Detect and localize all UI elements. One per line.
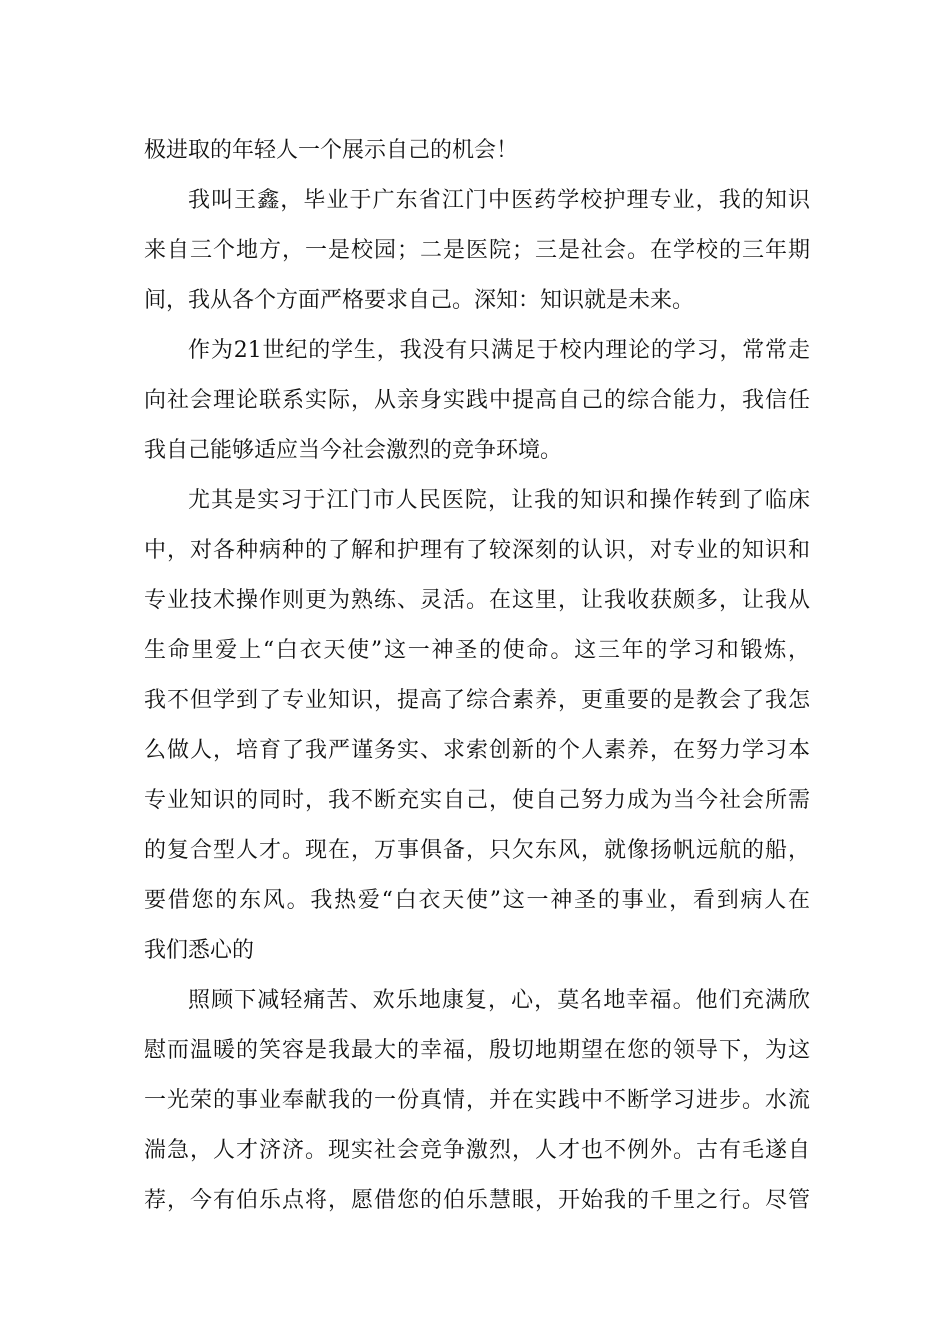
text-line: 的复合型人才。现在，万事俱备，只欠东风，就像扬帆远航的船， [144,838,810,863]
text-line: 么做人，培育了我严谨务实、求索创新的个人素养，在努力学习本 [144,738,810,763]
paragraph-5 [144,976,810,1226]
text-line: 我们悉心的 [144,938,255,963]
text-line: 间，我从各个方面严格要求自己。深知：知识就是未来。 [144,288,695,313]
text-line: 一光荣的事业奉献我的一份真情，并在实践中不断学习进步。水流 [144,1088,810,1113]
text-line: 湍急，人才济济。现实社会竞争激烈，人才也不例外。古有毛遂自 [144,1138,810,1163]
text-line: 生命里爱上“白衣天使”这一神圣的使命。这三年的学习和锻炼， [144,638,810,663]
text-line: 荐，今有伯乐点将，愿借您的伯乐慧眼，开始我的千里之行。尽管 [144,1188,810,1213]
text-line: 我自己能够适应当今社会激烈的竞争环境。 [144,438,563,463]
text-line: 我不但学到了专业知识，提高了综合素养，更重要的是教会了我怎 [144,688,810,713]
text-line: 来自三个地方，一是校园；二是医院；三是社会。在学校的三年期 [144,238,810,263]
text-line: 专业知识的同时，我不断充实自己，使自己努力成为当今社会所需 [144,788,810,813]
text-line: 照顾下减轻痛苦、欢乐地康复，心，莫名地幸福。他们充满欣 [188,988,810,1013]
text-line: 极进取的年轻人一个展示自己的机会！ [144,138,519,163]
text-line: 专业技术操作则更为熟练、灵活。在这里，让我收获颇多，让我从 [144,588,810,613]
text-line: 作为21世纪的学生，我没有只满足于校内理论的学习，常常走 [188,338,810,363]
paragraph-2 [144,176,810,326]
text-line: 尤其是实习于江门市人民医院，让我的知识和操作转到了临床 [188,488,810,513]
paragraph-4 [144,476,810,976]
text-line: 中，对各种病种的了解和护理有了较深刻的认识，对专业的知识和 [144,538,810,563]
document-body [144,126,810,1226]
text-line: 向社会理论联系实际，从亲身实践中提高自己的综合能力，我信任 [144,388,810,413]
paragraph-1 [144,126,810,176]
paragraph-3 [144,326,810,476]
text-line: 要借您的东风。我热爱“白衣天使”这一神圣的事业，看到病人在 [144,888,810,913]
text-line: 我叫王鑫，毕业于广东省江门中医药学校护理专业，我的知识 [188,188,810,213]
text-line: 慰而温暖的笑容是我最大的幸福，殷切地期望在您的领导下，为这 [144,1038,810,1063]
